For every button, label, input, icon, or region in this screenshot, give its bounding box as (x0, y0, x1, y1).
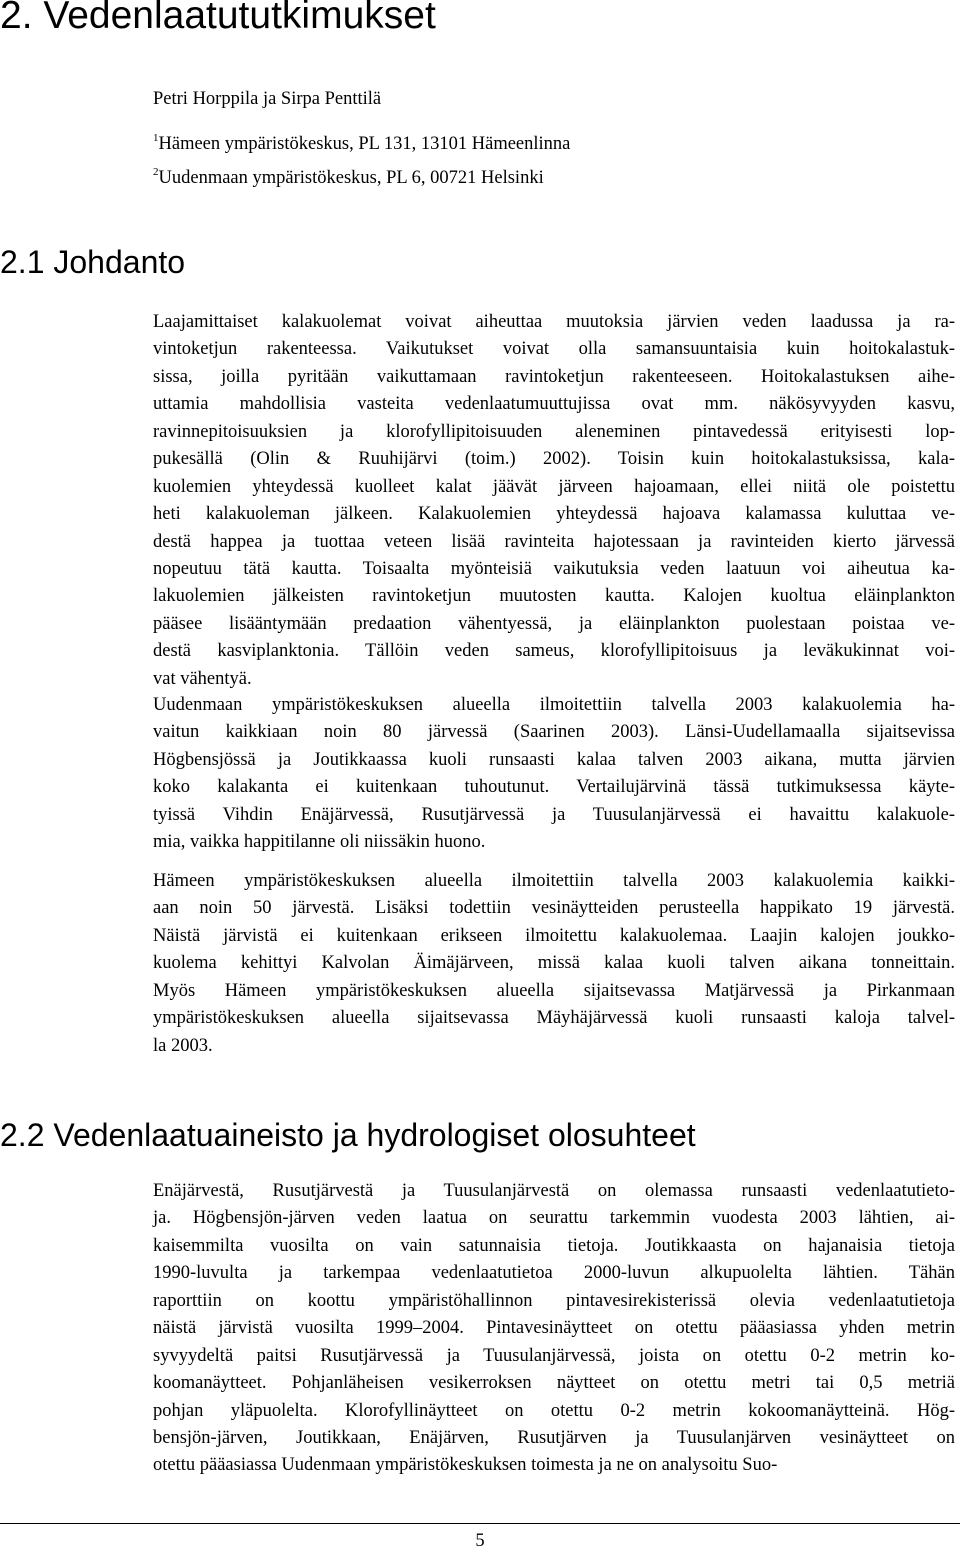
text-line: vintoketjun rakenteessa. Vaikutukset voivat olla samansuuntaisia kuin hoitokalastuk- (153, 339, 955, 360)
text-line: syvyydeltä paitsi Rusutjärvessä ja Tuusulanjärvessä, joista on otettu 0-2 metrin ko- (153, 1345, 955, 1366)
text-line: ympäristökeskuksen alueella sijaitsevassa Mäyhäjärvessä kuoli runsaasti kaloja talvel- (153, 1008, 955, 1029)
text-line: lakuolemien jälkeisten ravintoketjun muutosten kautta. Kalojen kuoltua eläinplankton (153, 586, 955, 607)
text-line: la 2003. (153, 1035, 213, 1056)
text-line: 1990-luvulta ja tarkempaa vedenlaatutietoa 2000-luvun alkupuolelta lähtien. Tähän (153, 1263, 955, 1284)
text-line: pukesällä (Olin & Ruuhijärvi (toim.) 2002). Toisin kuin hoitokalastuksissa, kala- (153, 449, 955, 470)
text-line: aan noin 50 järvestä. Lisäksi todettiin vesinäytteiden perusteella happikato 19 järvestä. (153, 898, 955, 919)
text-line: Laajamittaiset kalakuolemat voivat aiheuttaa muutoksia järvien veden laadussa ja ra- (153, 312, 955, 332)
text-line: Näistä järvistä ei kuitenkaan erikseen ilmoitettu kalakuolemaa. Laajin kalojen joukko- (153, 925, 955, 946)
text-line: ravinnepitoisuuksien ja klorofyllipitoisuuden aleneminen pintavedessä erityisesti lop- (153, 421, 955, 442)
affiliations (153, 127, 955, 195)
footer-rule (0, 1523, 960, 1524)
text-line: heti kalakuoleman jälkeen. Kalakuolemien yhteydessä hajoava kalamassa kuluttaa ve- (153, 504, 955, 525)
authors: Petri Horppila ja Sirpa Penttilä (153, 89, 382, 109)
text-line: sissa, joilla pyritään vaikuttamaan ravintoketjun rakenteeseen. Hoitokalastuksen aihe- (153, 366, 955, 387)
chapter-title: 2. Vedenlaatututkimukset (0, 0, 436, 37)
text-line: Myös Hämeen ympäristökeskuksen alueella sijaitsevassa Matjärvessä ja Pirkanmaan (153, 980, 955, 1001)
paragraph (153, 1178, 955, 1480)
section-heading-vedenlaatuaineisto: 2.2 Vedenlaatuaineisto ja hydrologiset olosuhteet (0, 1117, 696, 1153)
text-line: destä kasviplanktonia. Tällöin veden sameus, klorofyllipitoisuus ja leväkukinnat voi- (153, 641, 955, 662)
text-line: Enäjärvestä, Rusutjärvestä ja Tuusulanjärvestä on olemassa runsaasti vedenlaatutieto- (153, 1181, 955, 1201)
text-line: kaisemmilta vuosilta on vain satunnaisia tietoja. Joutikkaasta on hajanaisia tietoja (153, 1235, 955, 1256)
affiliation-marker: 2 (153, 166, 159, 178)
page-number: 5 (475, 1531, 485, 1551)
text-line: koomanäytteet. Pohjanläheisen vesikerroksen näytteet on otettu metri tai 0,5 metriä (153, 1373, 955, 1394)
text-line: Hämeen ympäristökeskuksen alueella ilmoitettiin talvella 2003 kalakuolemia kaikki- (153, 871, 955, 891)
paragraph (153, 868, 955, 1060)
text-line: uttamia mahdollisia vasteita vedenlaatumuuttujissa ovat mm. näkösyvyyden kasvu, (153, 394, 955, 415)
affiliation-text: Hämeen ympäristökeskus, PL 131, 13101 Hämeenlinna (158, 134, 571, 154)
text-line: otettu pääasiassa Uudenmaan ympäristökeskuksen toimesta ja ne on analysoitu Suo- (153, 1455, 778, 1476)
text-line: kuolemien yhteydessä kuolleet kalat jäävät järveen hajoamaan, ellei niitä ole poistettu (153, 476, 955, 497)
text-line: Uudenmaan ympäristökeskuksen alueella ilmoitettiin talvella 2003 kalakuolemia ha- (153, 695, 955, 715)
text-line: vat vähentyä. (153, 668, 252, 689)
text-line: mia, vaikka happitilanne oli niissäkin huono. (153, 832, 486, 853)
section-heading-johdanto: 2.1 Johdanto (0, 244, 186, 280)
text-line: koko kalakanta ei kuitenkaan tuhoutunut. Vertailujärvinä tässä tutkimuksessa käyte- (153, 777, 955, 798)
text-line: destä happea ja tuottaa veteen lisää ravinteita hajotessaan ja ravinteiden kierto järvessä (153, 531, 955, 552)
text-line: tyissä Vihdin Enäjärvessä, Rusutjärvessä ja Tuusulanjärvessä ei havaittu kalakuole- (153, 804, 955, 825)
text-line: pohjan yläpuolelta. Klorofyllinäytteet on otettu 0-2 metrin kokoomanäytteinä. Hög- (153, 1400, 955, 1421)
text-line: raporttiin on koottu ympäristöhallinnon pintavesirekisterissä olevia vedenlaatutietoja (153, 1290, 955, 1311)
text-line: bensjön-järven, Joutikkaan, Enäjärven, Rusutjärven ja Tuusulanjärven vesinäytteet on (153, 1427, 955, 1448)
text-line: pääsee lisääntymään predaation vähentyessä, ja eläinplankton puolestaan poistaa ve- (153, 613, 955, 634)
text-line: ja. Högbensjön-järven veden laatua on seurattu tarkemmin vuodesta 2003 lähtien, ai- (153, 1208, 955, 1229)
text-line: kuolema kehittyi Kalvolan Äimäjärveen, missä kalaa kuoli talven aikana tonneittain. (153, 953, 955, 974)
affiliation (153, 161, 955, 195)
affiliation-marker: 1 (153, 132, 159, 144)
paragraph (153, 309, 955, 693)
text-line: vaitun kaikkiaan noin 80 järvessä (Saarinen 2003). Länsi-Uudellamaalla sijaitsevissa (153, 722, 955, 743)
affiliation (153, 127, 955, 161)
paragraph (153, 692, 955, 857)
text-line: näistä järvistä vuosilta 1999–2004. Pintavesinäytteet on otettu pääasiassa yhden metrin (153, 1318, 955, 1339)
text-line: Högbensjössä ja Joutikkaassa kuoli runsaasti kalaa talven 2003 aikana, mutta järvien (153, 749, 955, 770)
text-line: nopeutuu tätä kautta. Toisaalta myönteisiä vaikutuksia veden laatuun voi aiheutua ka- (153, 558, 955, 579)
affiliation-text: Uudenmaan ympäristökeskus, PL 6, 00721 Helsinki (158, 168, 544, 188)
